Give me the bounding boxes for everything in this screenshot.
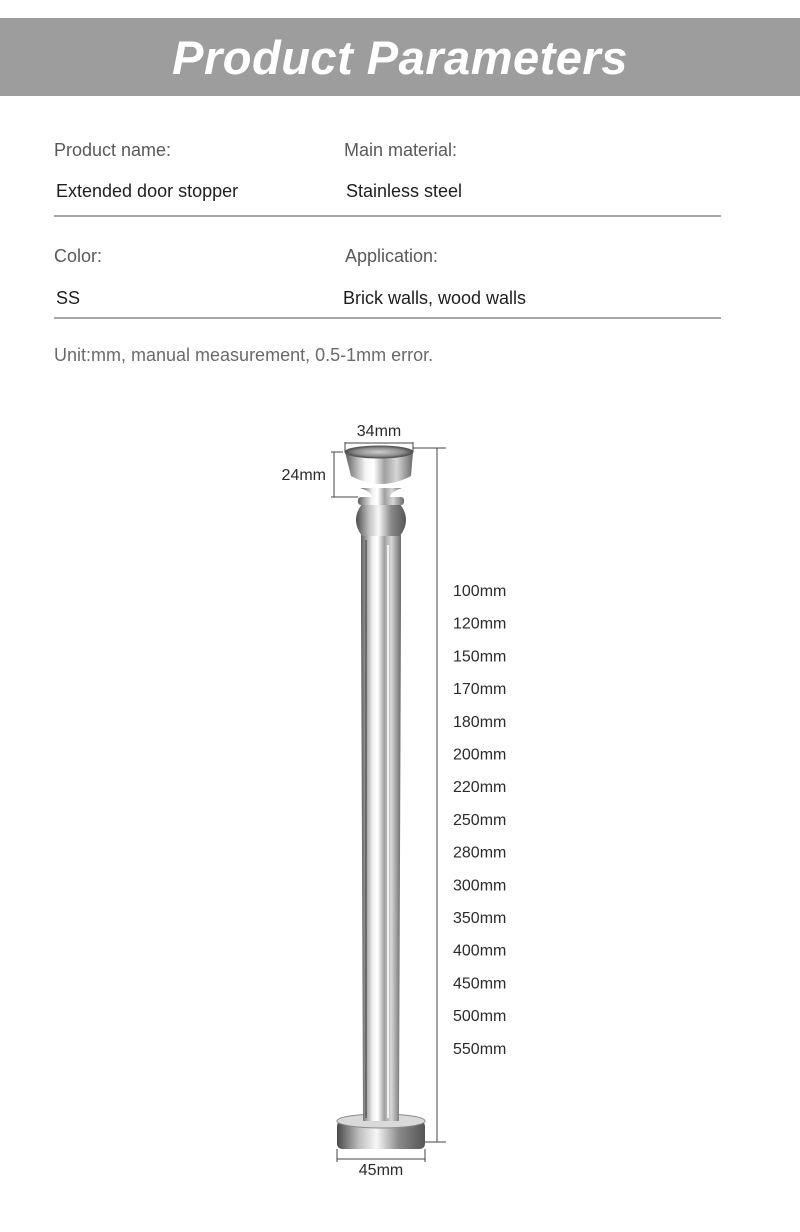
dimension-cup-height — [282, 452, 358, 497]
length-options-list — [453, 583, 506, 1058]
base-width-label: 45mm — [358, 1162, 404, 1179]
stopper-shaft — [361, 535, 401, 1121]
cup-height-label: 24mm — [281, 467, 326, 484]
length-option: 350mm — [453, 910, 507, 927]
top-width-label: 34mm — [356, 423, 402, 440]
length-option: 300mm — [453, 877, 507, 895]
product-name-label: Product name: — [54, 140, 172, 160]
length-option: 250mm — [453, 811, 507, 829]
param-row-color-application — [54, 243, 721, 319]
material-value: Stainless steel — [346, 181, 463, 201]
length-option: 120mm — [453, 615, 507, 633]
dimension-base-width — [337, 1149, 425, 1179]
application-label: Application: — [345, 246, 439, 266]
length-option: 170mm — [453, 681, 507, 699]
application-value: Brick walls, wood walls — [343, 288, 527, 308]
color-label: Color: — [54, 246, 103, 266]
length-option: 500mm — [453, 1008, 507, 1026]
material-label: Main material: — [344, 140, 458, 160]
length-option: 100mm — [453, 583, 507, 600]
product-dimension-diagram — [0, 400, 800, 1200]
page-title: Product Parameters — [172, 30, 628, 84]
color-value: SS — [56, 288, 81, 308]
measurement-note: Unit:mm, manual measurement, 0.5-1mm error. — [54, 345, 434, 365]
length-option: 150mm — [453, 648, 507, 666]
param-row-name-material — [54, 136, 721, 217]
rubber-cup-head — [345, 446, 413, 484]
length-option: 450mm — [453, 975, 507, 993]
length-option: 180mm — [453, 713, 507, 731]
ball-joint — [356, 497, 406, 536]
length-option: 550mm — [453, 1040, 507, 1058]
length-option: 220mm — [453, 779, 507, 797]
length-option: 280mm — [453, 844, 507, 862]
product-name-value: Extended door stopper — [56, 181, 239, 201]
length-option: 200mm — [453, 746, 507, 764]
dimension-total-length — [413, 448, 446, 1142]
header-banner — [0, 18, 800, 96]
length-option: 400mm — [453, 942, 507, 960]
